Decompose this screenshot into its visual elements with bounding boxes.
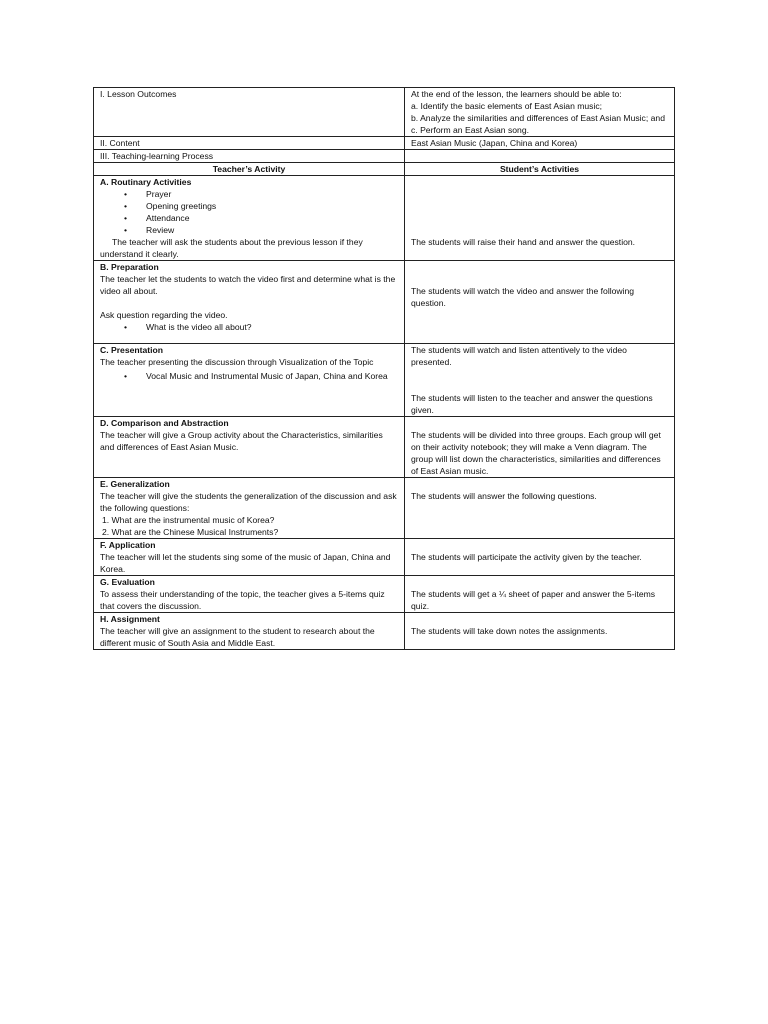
section-f-student-text: The students will participate the activity given by the teacher. [411,552,642,562]
section-b-row [94,261,675,344]
section-b-teacher-text: The teacher let the students to watch the video first and determine what is the video all about. [100,274,396,296]
section-c-student [405,344,675,417]
list-item: • Review [100,224,398,236]
column-header-row [94,163,675,176]
list-item: 1. What are the instrumental music of Korea? [102,515,275,525]
content-value: East Asian Music (Japan, China and Korea) [405,137,675,150]
section-e-row [94,478,675,539]
section-a-student [405,176,675,261]
section-c-teacher [94,344,405,417]
outcome-item: a. Identify the basic elements of East Asian music; [411,101,603,111]
list-item: • Attendance [100,212,398,224]
section-f-title: F. Application [100,540,156,550]
outcome-item: c. Perform an East Asian song. [411,125,529,135]
section-a-student-text: The students will raise their hand and answer the question. [411,237,636,247]
section-b-student-text: The students will watch the video and answer the following question. [411,286,635,308]
section-e-teacher [94,478,405,539]
section-g-row [94,576,675,613]
section-d-teacher-text: The teacher will give a Group activity about the Characteristics, similarities and differences of East Asian Music. [100,430,383,452]
section-d-student [405,417,675,478]
section-f-teacher-text: The teacher will let the students sing some of the music of Japan, China and Korea. [100,552,391,574]
section-h-title: H. Assignment [100,614,160,624]
section-a-title: A. Routinary Activities [100,177,192,187]
section-b-teacher [94,261,405,344]
section-c-row [94,344,675,417]
section-c-title: C. Presentation [100,345,164,355]
process-label: III. Teaching-learning Process [94,150,405,163]
section-h-row [94,613,675,650]
section-d-teacher [94,417,405,478]
process-row [94,150,675,163]
section-f-row [94,539,675,576]
outcomes-intro: At the end of the lesson, the learners should be able to: [411,89,622,99]
student-activities-header: Student’s Activities [405,163,675,176]
lesson-plan-table [93,87,675,650]
section-e-teacher-text: The teacher will give the students the generalization of the discussion and ask the following questions: [100,491,397,513]
outcomes-cell [405,88,675,137]
section-a-teacher-text: The teacher will ask the students about the previous lesson if they understand it clearly. [100,237,363,259]
section-d-title: D. Comparison and Abstraction [100,418,229,428]
section-g-teacher [94,576,405,613]
section-h-teacher [94,613,405,650]
section-g-student [405,576,675,613]
section-h-student [405,613,675,650]
section-a-teacher [94,176,405,261]
section-b-student [405,261,675,344]
routine-list [100,188,398,236]
list-item: • Opening greetings [100,200,398,212]
section-h-student-text: The students will take down notes the assignments. [411,626,608,636]
list-item: • Vocal Music and Instrumental Music of Japan, China and Korea [100,370,398,382]
outcomes-label: I. Lesson Outcomes [94,88,405,137]
section-e-student [405,478,675,539]
section-g-teacher-text: To assess their understanding of the topic, the teacher gives a 5-items quiz that covers the discussion. [100,589,385,611]
content-row [94,137,675,150]
section-c-teacher-text: The teacher presenting the discussion through Visualization of the Topic [100,357,374,367]
question-list [100,514,398,538]
outcomes-row [94,88,675,137]
section-a-row [94,176,675,261]
section-d-student-text: The students will be divided into three groups. Each group will get on their activity notebook; they will make a Venn diagram. The group will list down the characteristics, similarities and differences of East Asian music. [411,430,661,476]
section-g-title: G. Evaluation [100,577,155,587]
outcome-item: b. Analyze the similarities and differences of East Asian Music; and [411,113,665,123]
teacher-activity-header: Teacher’s Activity [94,163,405,176]
section-e-title: E. Generalization [100,479,170,489]
section-f-student [405,539,675,576]
section-d-row [94,417,675,478]
list-item: • What is the video all about? [100,321,398,333]
section-g-student-text: The students will get a ¼ sheet of paper and answer the 5-items quiz. [411,589,656,611]
section-c-student-text-2: The students will listen to the teacher and answer the questions given. [411,393,653,415]
list-item: 2. What are the Chinese Musical Instruments? [102,527,279,537]
section-b-teacher-text-2: Ask question regarding the video. [100,310,228,320]
list-item: • Prayer [100,188,398,200]
section-f-teacher [94,539,405,576]
section-b-title: B. Preparation [100,262,159,272]
section-h-teacher-text: The teacher will give an assignment to the student to research about the different music of South Asia and Middle East. [100,626,375,648]
section-e-student-text: The students will answer the following questions. [411,491,597,501]
section-c-student-text: The students will watch and listen attentively to the video presented. [411,345,627,367]
content-label: II. Content [94,137,405,150]
